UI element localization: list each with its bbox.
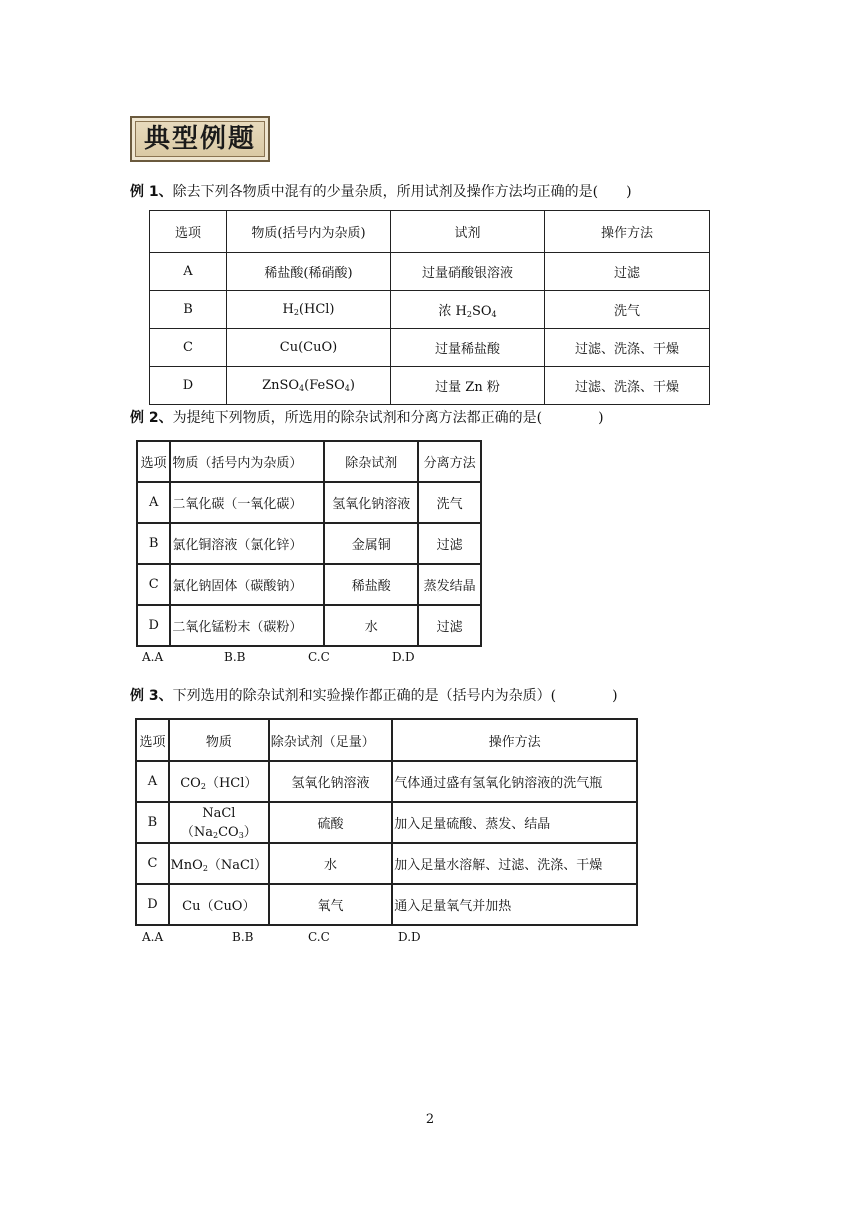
substance-cell	[227, 291, 391, 329]
header-cell: 试剂	[391, 211, 545, 253]
reagent-cell: 硫酸	[269, 802, 392, 843]
table-row	[136, 761, 637, 802]
table-row	[136, 884, 637, 925]
method-cell: 加入足量硫酸、蒸发、结晶	[392, 802, 637, 843]
question-3-label: 例 3	[130, 688, 159, 704]
substance-cell: 稀盐酸(稀硝酸)	[227, 253, 391, 291]
method-cell: 过滤、洗涤、干燥	[545, 367, 710, 405]
table-row	[137, 564, 481, 605]
choice-a: A.A	[142, 930, 164, 944]
question-2-choices	[142, 650, 442, 666]
header-cell: 物质	[169, 719, 269, 761]
method-cell: 过滤	[545, 253, 710, 291]
formula-subscript: 2	[200, 782, 206, 791]
option-cell: A	[137, 482, 170, 523]
header-cell: 分离方法	[418, 441, 481, 482]
choice-a: A.A	[142, 650, 164, 664]
formula-subscript: 2	[202, 864, 208, 873]
table-row	[150, 253, 710, 291]
table-row	[137, 605, 481, 646]
table-row	[136, 802, 637, 843]
formula-part: 浓 H	[438, 304, 467, 319]
formula-subscript: 2	[466, 310, 472, 319]
header-cell: 物质(括号内为杂质)	[227, 211, 391, 253]
question-3-table	[135, 718, 638, 926]
header-cell: 操作方法	[545, 211, 710, 253]
formula-part: ZnSO	[262, 378, 300, 393]
method-cell: 过滤、洗涤、干燥	[545, 329, 710, 367]
reagent-cell: 过量 Zn 粉	[391, 367, 545, 405]
option-cell: C	[137, 564, 170, 605]
method-cell: 洗气	[545, 291, 710, 329]
table-row	[150, 329, 710, 367]
formula-subscript: 4	[344, 384, 350, 393]
method-cell: 蒸发结晶	[418, 564, 481, 605]
question-2-table	[136, 440, 482, 647]
table-row	[137, 523, 481, 564]
formula-part: )	[349, 378, 355, 393]
substance-cell	[227, 367, 391, 405]
reagent-cell: 氢氧化钠溶液	[269, 761, 392, 802]
header-cell: 除杂试剂	[324, 441, 418, 482]
option-cell: A	[150, 253, 227, 291]
question-1: 例 1、除去下列各物质中混有的少量杂质，所用试剂及操作方法均正确的是( )	[130, 184, 632, 200]
method-cell: 过滤	[418, 523, 481, 564]
option-cell: B	[137, 523, 170, 564]
formula-subscript: 3	[238, 830, 244, 840]
formula-part: SO	[471, 304, 492, 319]
table-row	[136, 843, 637, 884]
option-cell: C	[150, 329, 227, 367]
choice-c: C.C	[308, 650, 330, 664]
option-cell: B	[150, 291, 227, 329]
page-number: 2	[425, 1112, 435, 1127]
section-title: 典型例题	[143, 124, 256, 154]
formula-part: ）	[243, 824, 257, 840]
choice-d: D.D	[398, 930, 421, 944]
formula-subscript: 4	[299, 384, 305, 393]
method-cell: 加入足量水溶解、过滤、洗涤、干燥	[392, 843, 637, 884]
option-cell: D	[137, 605, 170, 646]
header-cell: 选项	[136, 719, 169, 761]
method-cell: 过滤	[418, 605, 481, 646]
choice-b: B.B	[224, 650, 246, 664]
choice-c: C.C	[308, 930, 330, 944]
reagent-cell: 金属铜	[324, 523, 418, 564]
option-cell: D	[136, 884, 169, 925]
question-3: 例 3、下列选用的除杂试剂和实验操作都正确的是（括号内为杂质）( )	[130, 688, 618, 704]
header-cell: 选项	[150, 211, 227, 253]
table-header-row	[136, 719, 637, 761]
method-cell: 气体通过盛有氢氧化钠溶液的洗气瓶	[392, 761, 637, 802]
formula-part: （NaCl）	[207, 858, 268, 873]
substance-cell: 氯化铜溶液（氯化锌）	[170, 523, 324, 564]
table-row	[150, 291, 710, 329]
question-3-text: 下列选用的除杂试剂和实验操作都正确的是（括号内为杂质）( )	[172, 688, 618, 704]
reagent-cell: 水	[269, 843, 392, 884]
method-cell: 洗气	[418, 482, 481, 523]
question-1-label: 例 1	[130, 184, 159, 200]
reagent-cell: 水	[324, 605, 418, 646]
substance-cell: 氯化钠固体（碳酸钠）	[170, 564, 324, 605]
formula-part: (FeSO	[304, 378, 345, 393]
formula-part: （HCl）	[205, 776, 258, 791]
substance-cell	[169, 802, 269, 843]
formula-part: MnO	[170, 858, 203, 873]
section-banner	[130, 116, 270, 162]
formula-part: NaCl（Na	[180, 805, 236, 840]
method-cell: 通入足量氧气并加热	[392, 884, 637, 925]
substance-cell: Cu（CuO）	[169, 884, 269, 925]
formula-subscript: 2	[212, 830, 219, 840]
table-header-row	[150, 211, 710, 253]
option-cell: C	[136, 843, 169, 884]
table-row	[137, 482, 481, 523]
question-3-choices	[142, 930, 442, 946]
reagent-cell: 稀盐酸	[324, 564, 418, 605]
formula-part: CO	[180, 776, 201, 791]
question-2: 例 2、为提纯下列物质，所选用的除杂试剂和分离方法都正确的是( )	[130, 410, 604, 426]
formula-part: (HCl)	[298, 302, 335, 317]
option-cell: D	[150, 367, 227, 405]
header-cell: 操作方法	[392, 719, 637, 761]
option-cell: B	[136, 802, 169, 843]
formula-part: H	[282, 302, 294, 317]
table-header-row	[137, 441, 481, 482]
formula-subscript: 2	[293, 308, 299, 317]
question-1-text: 除去下列各物质中混有的少量杂质，所用试剂及操作方法均正确的是( )	[172, 184, 632, 200]
substance-cell: Cu(CuO)	[227, 329, 391, 367]
question-2-text: 为提纯下列物质，所选用的除杂试剂和分离方法都正确的是( )	[172, 410, 604, 426]
reagent-cell	[391, 291, 545, 329]
formula-subscript: 4	[491, 310, 497, 319]
option-cell: A	[136, 761, 169, 802]
formula-part: CO	[218, 824, 239, 840]
table-row	[150, 367, 710, 405]
substance-cell: 二氧化锰粉末（碳粉）	[170, 605, 324, 646]
header-cell: 除杂试剂（足量）	[269, 719, 392, 761]
question-2-label: 例 2	[130, 410, 159, 426]
reagent-cell: 过量硝酸银溶液	[391, 253, 545, 291]
reagent-cell: 氢氧化钠溶液	[324, 482, 418, 523]
header-cell: 选项	[137, 441, 170, 482]
reagent-cell: 过量稀盐酸	[391, 329, 545, 367]
question-1-table	[149, 210, 710, 405]
choice-d: D.D	[392, 650, 415, 664]
header-cell: 物质（括号内为杂质）	[170, 441, 324, 482]
substance-cell	[169, 761, 269, 802]
reagent-cell: 氧气	[269, 884, 392, 925]
substance-cell: 二氧化碳（一氧化碳）	[170, 482, 324, 523]
substance-cell	[169, 843, 269, 884]
choice-b: B.B	[232, 930, 254, 944]
